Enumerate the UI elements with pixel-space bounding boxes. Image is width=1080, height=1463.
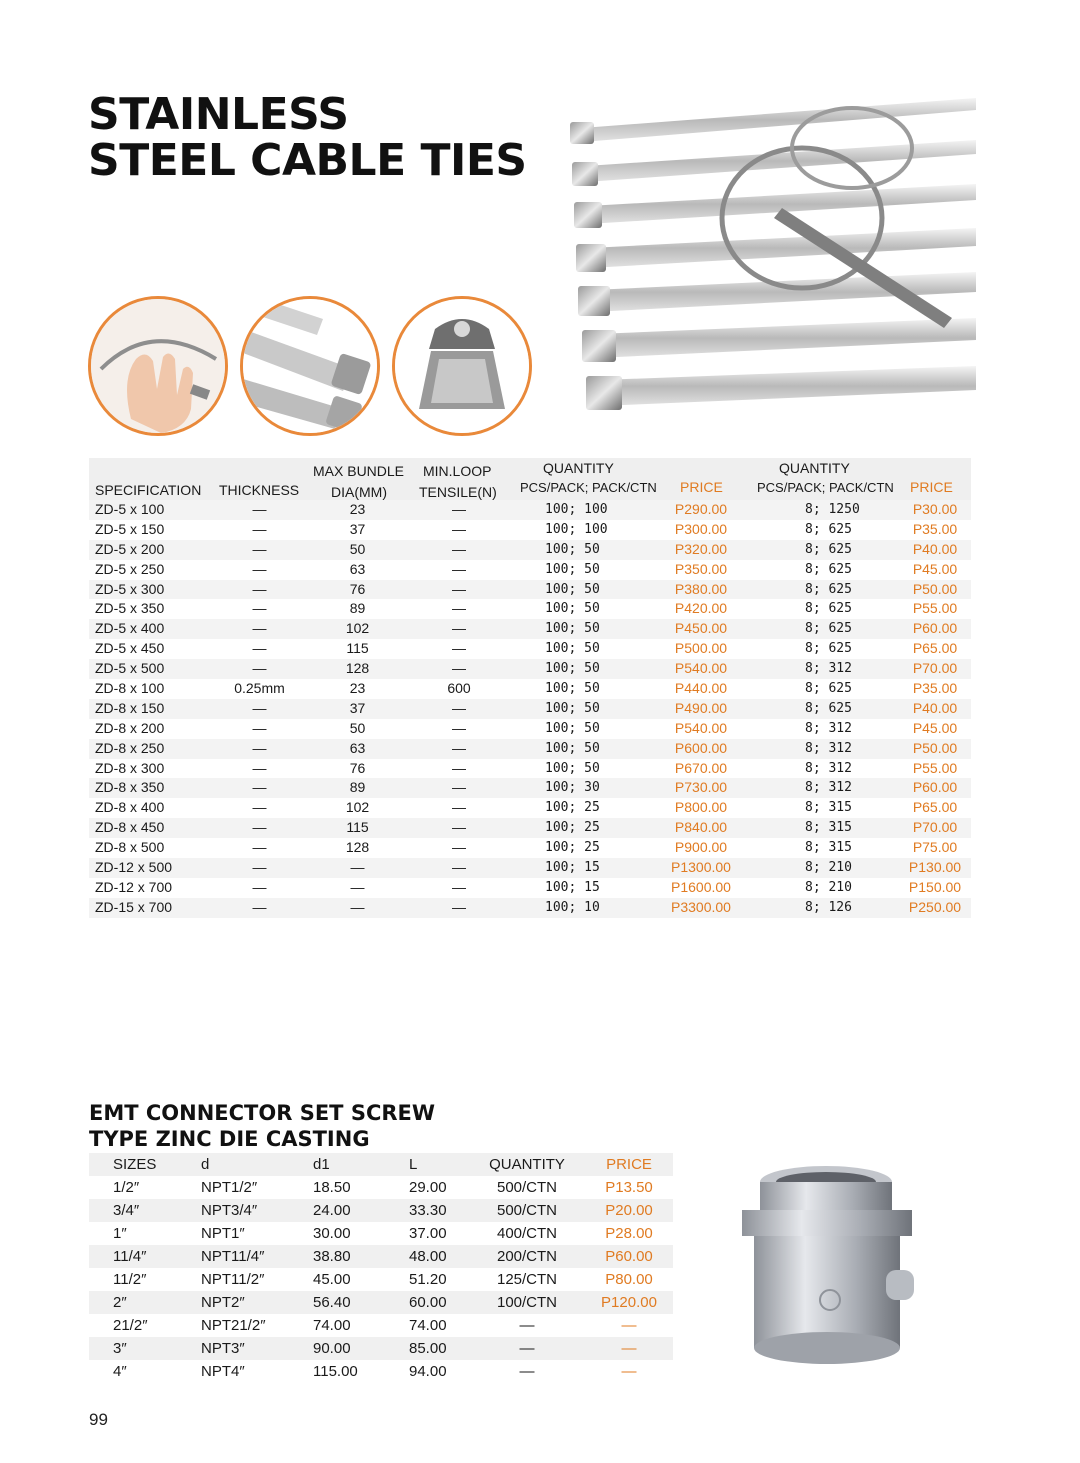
- emt-table-row: [89, 1245, 673, 1268]
- cell-thickness: —: [252, 520, 267, 537]
- cell-tensile: —: [452, 799, 466, 816]
- emt-cell-price: P20.00: [605, 1202, 653, 1219]
- cell-price1: P320.00: [674, 540, 728, 557]
- emt-header-d: d: [201, 1156, 210, 1173]
- table-row: [89, 500, 971, 520]
- cell-qty2: 8; 625: [805, 700, 852, 716]
- cell-qty1: 100; 30: [545, 780, 600, 796]
- emt-cell-size: 3″: [113, 1340, 127, 1357]
- table-row: [89, 560, 971, 580]
- cell-qty2: 8; 210: [805, 860, 852, 876]
- cell-tensile: —: [452, 501, 466, 517]
- cell-thickness: —: [252, 699, 267, 716]
- cell-price2: P130.00: [908, 859, 962, 876]
- cell-spec: ZD-5 x 100: [95, 501, 165, 517]
- cell-price2: P50.00: [912, 739, 958, 756]
- cell-tensile: —: [452, 699, 466, 716]
- cell-thickness: —: [252, 560, 267, 577]
- cell-qty2: 8; 1250: [805, 502, 860, 517]
- cell-bundle: 115: [346, 819, 369, 836]
- cell-qty2: 8; 312: [805, 780, 852, 796]
- cell-thickness: 0.25mm: [234, 680, 285, 697]
- emt-header-quantity: QUANTITY: [489, 1156, 565, 1173]
- cell-price1: P3300.00: [671, 898, 731, 915]
- cell-spec: ZD-8 x 500: [95, 839, 165, 856]
- emt-header-price: PRICE: [606, 1156, 652, 1173]
- cell-qty1: 100; 15: [545, 860, 600, 876]
- cell-qty1: 100; 50: [545, 700, 600, 716]
- emt-header-l: L: [409, 1156, 418, 1173]
- emt-cell-size: 3/4″: [113, 1202, 140, 1219]
- cell-price1: P1600.00: [671, 878, 731, 895]
- cell-qty1: 100; 50: [545, 561, 600, 577]
- hand-holding-tie-image: [88, 296, 228, 436]
- cell-spec: ZD-8 x 350: [95, 779, 165, 796]
- table-row: [89, 858, 971, 878]
- cell-price1: P420.00: [674, 600, 728, 617]
- cell-thickness: —: [252, 660, 267, 677]
- cell-thickness: —: [252, 759, 267, 776]
- cell-price2: P65.00: [912, 640, 958, 657]
- emt-table-row: [89, 1199, 673, 1222]
- cell-spec: ZD-5 x 350: [95, 600, 165, 617]
- emt-cell-price: P60.00: [605, 1248, 653, 1265]
- cell-thickness: —: [252, 640, 267, 657]
- emt-cell-l: 33.30: [409, 1202, 447, 1219]
- emt-cell-qty: 100/CTN: [496, 1294, 558, 1311]
- cell-spec: ZD-8 x 300: [95, 759, 165, 776]
- emt-cell-l: 29.00: [409, 1179, 447, 1196]
- cell-price2: P65.00: [912, 799, 958, 816]
- cell-bundle: 89: [349, 600, 366, 617]
- cell-thickness: —: [252, 600, 267, 617]
- cell-price2: P70.00: [912, 660, 958, 677]
- cell-qty1: 100; 15: [545, 879, 600, 895]
- emt-section-title: [89, 1100, 435, 1152]
- emt-cell-d1: 45.00: [313, 1271, 351, 1288]
- header-quantity-2-bottom: PCS/PACK; PACK/CTN: [757, 480, 894, 495]
- cell-qty1: 100; 50: [545, 681, 600, 697]
- cell-price2: P30.00: [912, 501, 958, 517]
- cell-price2: P60.00: [912, 779, 958, 796]
- title-line-1: STAINLESS: [88, 89, 349, 140]
- emt-cell-price: —: [621, 1363, 637, 1380]
- cell-price2: P35.00: [912, 680, 958, 697]
- cell-qty2: 8; 625: [805, 561, 852, 577]
- cell-price1: P490.00: [674, 699, 728, 716]
- cell-price1: P730.00: [674, 779, 728, 796]
- cell-spec: ZD-8 x 450: [95, 819, 165, 836]
- cell-tensile: —: [452, 859, 466, 876]
- header-quantity-1-bottom: PCS/PACK; PACK/CTN: [520, 480, 657, 495]
- cell-qty1: 100; 50: [545, 581, 600, 597]
- title-line-2: STEEL CABLE TIES: [88, 135, 527, 186]
- cell-price1: P800.00: [674, 799, 728, 816]
- cell-qty2: 8; 625: [805, 581, 852, 597]
- table-header: [89, 458, 971, 500]
- emt-cell-d: NPT2″: [201, 1294, 245, 1311]
- emt-cell-d: NPT11/2″: [201, 1271, 265, 1288]
- table-row: [89, 639, 971, 659]
- cell-bundle: 50: [349, 540, 366, 557]
- cell-spec: ZD-5 x 150: [95, 520, 165, 537]
- cell-spec: ZD-8 x 100: [95, 680, 165, 697]
- cell-bundle: 23: [349, 680, 366, 697]
- emt-cell-l: 37.00: [409, 1225, 447, 1242]
- cell-thickness: —: [252, 620, 267, 637]
- cell-thickness: —: [252, 540, 267, 557]
- cell-tensile: —: [452, 819, 466, 836]
- cell-price2: P55.00: [912, 759, 958, 776]
- cell-spec: ZD-5 x 450: [95, 640, 165, 657]
- table-row: [89, 659, 971, 679]
- cell-thickness: —: [252, 799, 267, 816]
- emt-cell-l: 60.00: [409, 1294, 447, 1311]
- cell-thickness: —: [252, 898, 267, 915]
- cell-price1: P900.00: [674, 839, 728, 856]
- cell-tensile: —: [452, 719, 466, 736]
- table-row: [89, 778, 971, 798]
- cell-spec: ZD-12 x 500: [95, 859, 173, 876]
- cell-price1: P300.00: [674, 520, 728, 537]
- emt-table-row: [89, 1291, 673, 1314]
- cell-price1: P540.00: [674, 719, 728, 736]
- emt-table-body: [89, 1176, 673, 1383]
- table-row: [89, 520, 971, 540]
- cell-tensile: —: [452, 660, 466, 677]
- emt-cell-price: —: [621, 1340, 637, 1357]
- emt-cell-l: 85.00: [409, 1340, 447, 1357]
- cell-bundle: 102: [345, 620, 370, 637]
- cell-bundle: 76: [349, 759, 366, 776]
- emt-title-line-2: TYPE ZINC DIE CASTING: [89, 1127, 370, 1151]
- emt-table-row: [89, 1222, 673, 1245]
- cell-bundle: 50: [349, 719, 366, 736]
- emt-cell-size: 21/2″: [113, 1317, 148, 1334]
- cell-bundle: 63: [349, 560, 366, 577]
- cell-qty2: 8; 210: [805, 879, 852, 895]
- emt-cell-size: 1/2″: [113, 1179, 140, 1196]
- cell-qty1: 100; 100: [545, 502, 608, 517]
- cell-qty1: 100; 50: [545, 641, 600, 657]
- emt-connector-table: [89, 1153, 673, 1383]
- cell-spec: ZD-15 x 700: [95, 898, 173, 915]
- cell-spec: ZD-8 x 200: [95, 719, 165, 736]
- cell-spec: ZD-8 x 250: [95, 739, 165, 756]
- emt-table-row: [89, 1176, 673, 1199]
- cell-tensile: —: [452, 898, 466, 915]
- cell-qty1: 100; 25: [545, 800, 600, 816]
- cell-price1: P450.00: [674, 620, 728, 637]
- cell-price2: P70.00: [912, 819, 958, 836]
- header-tensile-bottom: TENSILE(N): [419, 484, 497, 500]
- table-row: [89, 679, 971, 699]
- cell-qty2: 8; 625: [805, 601, 852, 617]
- cell-bundle: 115: [346, 640, 369, 657]
- emt-cell-size: 1″: [113, 1225, 127, 1242]
- emt-cell-d1: 74.00: [313, 1317, 351, 1334]
- emt-cell-d1: 24.00: [313, 1202, 351, 1219]
- cell-thickness: —: [252, 501, 267, 517]
- header-quantity-2-top: QUANTITY: [779, 460, 850, 476]
- cell-bundle: —: [350, 898, 365, 915]
- emt-cell-d: NPT4″: [201, 1363, 245, 1380]
- emt-header-d1: d1: [313, 1156, 330, 1173]
- emt-table-row: [89, 1360, 673, 1383]
- header-bundle-top: MAX BUNDLE: [313, 463, 405, 479]
- cell-price2: P55.00: [912, 600, 958, 617]
- cell-bundle: —: [350, 878, 365, 895]
- cell-qty2: 8; 625: [805, 621, 852, 637]
- cell-bundle: 37: [349, 699, 366, 716]
- emt-cell-qty: —: [519, 1340, 535, 1357]
- tie-heads-closeup-image: [240, 296, 380, 436]
- cell-thickness: —: [252, 580, 267, 597]
- cell-price2: P150.00: [908, 878, 962, 895]
- cell-tensile: —: [452, 640, 466, 657]
- cell-tensile: —: [452, 560, 466, 577]
- emt-cell-l: 51.20: [409, 1271, 447, 1288]
- cell-qty2: 8; 312: [805, 720, 852, 736]
- table-row: [89, 540, 971, 560]
- table-row: [89, 739, 971, 759]
- cell-tensile: —: [452, 600, 466, 617]
- table-row: [89, 719, 971, 739]
- cell-spec: ZD-5 x 200: [95, 540, 165, 557]
- cell-tensile: —: [452, 759, 466, 776]
- cell-spec: ZD-8 x 150: [95, 699, 165, 716]
- cell-price1: P670.00: [674, 759, 728, 776]
- table-row: [89, 699, 971, 719]
- emt-cell-d: NPT1″: [201, 1225, 245, 1242]
- emt-cell-size: 11/2″: [113, 1271, 147, 1288]
- emt-connector-image: [734, 1160, 920, 1372]
- table-row: [89, 838, 971, 858]
- emt-cell-l: 48.00: [409, 1248, 447, 1265]
- cell-qty1: 100; 50: [545, 601, 600, 617]
- cell-qty2: 8; 312: [805, 661, 852, 677]
- emt-cell-d1: 38.80: [313, 1248, 351, 1265]
- emt-cell-size: 11/4″: [113, 1248, 147, 1265]
- cell-price2: P40.00: [912, 699, 958, 716]
- cell-price2: P50.00: [912, 580, 958, 597]
- emt-cell-price: P80.00: [605, 1271, 653, 1288]
- emt-cell-d: NPT1/2″: [201, 1179, 258, 1196]
- cable-ties-table: [89, 458, 971, 918]
- emt-table-row: [89, 1337, 673, 1360]
- cell-thickness: —: [252, 859, 267, 876]
- cell-bundle: 128: [345, 839, 370, 856]
- emt-cell-qty: —: [519, 1317, 535, 1334]
- cell-price2: P60.00: [912, 620, 958, 637]
- table-row: [89, 759, 971, 779]
- cell-tensile: —: [452, 839, 466, 856]
- cell-qty1: 100; 50: [545, 740, 600, 756]
- header-tensile-top: MIN.LOOP: [423, 463, 492, 479]
- page-title: [88, 89, 527, 186]
- cell-tensile: —: [452, 520, 466, 537]
- emt-cell-qty: 200/CTN: [496, 1248, 558, 1265]
- emt-cell-qty: 500/CTN: [496, 1202, 558, 1219]
- emt-cell-l: 74.00: [409, 1317, 447, 1334]
- cell-qty2: 8; 625: [805, 681, 852, 697]
- table-body: [89, 500, 971, 918]
- cell-qty2: 8; 625: [805, 641, 852, 657]
- cell-price2: P45.00: [912, 560, 958, 577]
- header-price-2: PRICE: [910, 479, 953, 495]
- cell-bundle: 37: [349, 520, 366, 537]
- header-bundle-bottom: DIA(MM): [331, 484, 387, 500]
- cell-thickness: —: [252, 719, 267, 736]
- table-row: [89, 878, 971, 898]
- header-thickness: THICKNESS: [219, 482, 300, 498]
- cell-bundle: 76: [349, 580, 366, 597]
- header-quantity-1-top: QUANTITY: [543, 460, 614, 476]
- cell-qty1: 100; 25: [545, 820, 600, 836]
- emt-title-line-1: EMT CONNECTOR SET SCREW: [89, 1101, 436, 1125]
- cell-qty1: 100; 50: [545, 541, 600, 557]
- emt-cell-d: NPT3″: [201, 1340, 245, 1357]
- cell-price1: P500.00: [674, 640, 728, 657]
- cable-ties-hero-image: [552, 88, 976, 424]
- cell-tensile: 600: [447, 680, 471, 697]
- cell-bundle: —: [350, 859, 365, 876]
- cell-tensile: —: [452, 739, 466, 756]
- locking-buckle-image: [392, 296, 532, 436]
- cell-thickness: —: [252, 839, 267, 856]
- page-number: 99: [89, 1410, 108, 1429]
- cell-tensile: —: [452, 779, 466, 796]
- emt-table-header: [89, 1153, 673, 1176]
- cell-qty1: 100; 25: [545, 840, 600, 856]
- table-row: [89, 818, 971, 838]
- cell-price1: P380.00: [674, 580, 728, 597]
- cell-spec: ZD-12 x 700: [95, 878, 173, 895]
- table-row: [89, 599, 971, 619]
- table-row: [89, 798, 971, 818]
- emt-cell-price: —: [621, 1317, 637, 1334]
- emt-cell-d: NPT11/4″: [201, 1248, 265, 1265]
- cell-spec: ZD-5 x 300: [95, 580, 165, 597]
- emt-cell-d1: 115.00: [313, 1363, 358, 1380]
- cell-qty1: 100; 50: [545, 720, 600, 736]
- cell-thickness: —: [252, 739, 267, 756]
- cell-price2: P45.00: [912, 719, 958, 736]
- cell-qty2: 8; 625: [805, 521, 852, 537]
- emt-cell-qty: —: [519, 1363, 535, 1380]
- emt-cell-qty: 500/CTN: [496, 1179, 558, 1196]
- emt-cell-qty: 125/CTN: [496, 1271, 558, 1288]
- emt-table-row: [89, 1314, 673, 1337]
- cell-spec: ZD-8 x 400: [95, 799, 165, 816]
- cell-price1: P1300.00: [671, 859, 731, 876]
- emt-cell-d: NPT21/2″: [201, 1317, 266, 1334]
- cell-bundle: 23: [349, 501, 366, 517]
- cell-thickness: —: [252, 779, 267, 796]
- cell-price1: P540.00: [674, 660, 728, 677]
- cell-bundle: 89: [349, 779, 366, 796]
- emt-cell-d1: 18.50: [313, 1179, 351, 1196]
- table-row: [89, 619, 971, 639]
- emt-header-sizes: SIZES: [113, 1156, 157, 1173]
- emt-cell-price: P120.00: [601, 1294, 657, 1311]
- cell-qty1: 100; 10: [545, 899, 600, 915]
- cell-qty2: 8; 312: [805, 740, 852, 756]
- cell-qty2: 8; 315: [805, 820, 852, 836]
- cell-price2: P75.00: [912, 839, 958, 856]
- emt-cell-size: 4″: [113, 1363, 127, 1380]
- table-row: [89, 580, 971, 600]
- cell-bundle: 63: [349, 739, 366, 756]
- emt-cell-d1: 56.40: [313, 1294, 351, 1311]
- cell-spec: ZD-5 x 500: [95, 660, 165, 677]
- cell-qty2: 8; 126: [805, 899, 852, 915]
- cell-spec: ZD-5 x 400: [95, 620, 165, 637]
- header-specification: SPECIFICATION: [95, 482, 202, 498]
- cell-qty1: 100; 50: [545, 760, 600, 776]
- emt-cell-d1: 90.00: [313, 1340, 351, 1357]
- cell-price2: P250.00: [908, 898, 962, 915]
- emt-table-row: [89, 1268, 673, 1291]
- cell-qty1: 100; 50: [545, 661, 600, 677]
- cell-qty1: 100; 100: [545, 521, 608, 537]
- cell-tensile: —: [452, 540, 466, 557]
- cell-tensile: —: [452, 620, 466, 637]
- cell-price1: P840.00: [674, 819, 728, 836]
- cell-tensile: —: [452, 580, 466, 597]
- emt-cell-price: P28.00: [605, 1225, 653, 1242]
- cell-bundle: 128: [345, 660, 370, 677]
- cell-spec: ZD-5 x 250: [95, 560, 165, 577]
- table-row: [89, 898, 971, 918]
- cell-thickness: —: [252, 819, 267, 836]
- cell-price2: P40.00: [912, 540, 958, 557]
- cell-price1: P290.00: [674, 501, 728, 517]
- emt-cell-d: NPT3/4″: [201, 1202, 258, 1219]
- cell-thickness: —: [252, 878, 267, 895]
- header-price-1: PRICE: [680, 479, 723, 495]
- emt-cell-size: 2″: [113, 1294, 127, 1311]
- emt-cell-d1: 30.00: [313, 1225, 351, 1242]
- cell-qty2: 8; 625: [805, 541, 852, 557]
- cell-qty1: 100; 50: [545, 621, 600, 637]
- emt-cell-qty: 400/CTN: [496, 1225, 558, 1242]
- cell-qty2: 8; 315: [805, 800, 852, 816]
- emt-cell-price: P13.50: [605, 1179, 653, 1196]
- cell-qty2: 8; 312: [805, 760, 852, 776]
- emt-cell-l: 94.00: [409, 1363, 447, 1380]
- cell-price1: P350.00: [674, 560, 728, 577]
- cell-price1: P600.00: [674, 739, 728, 756]
- cell-price1: P440.00: [674, 680, 728, 697]
- cell-bundle: 102: [345, 799, 370, 816]
- cell-price2: P35.00: [912, 520, 958, 537]
- cell-tensile: —: [452, 878, 466, 895]
- cell-qty2: 8; 315: [805, 840, 852, 856]
